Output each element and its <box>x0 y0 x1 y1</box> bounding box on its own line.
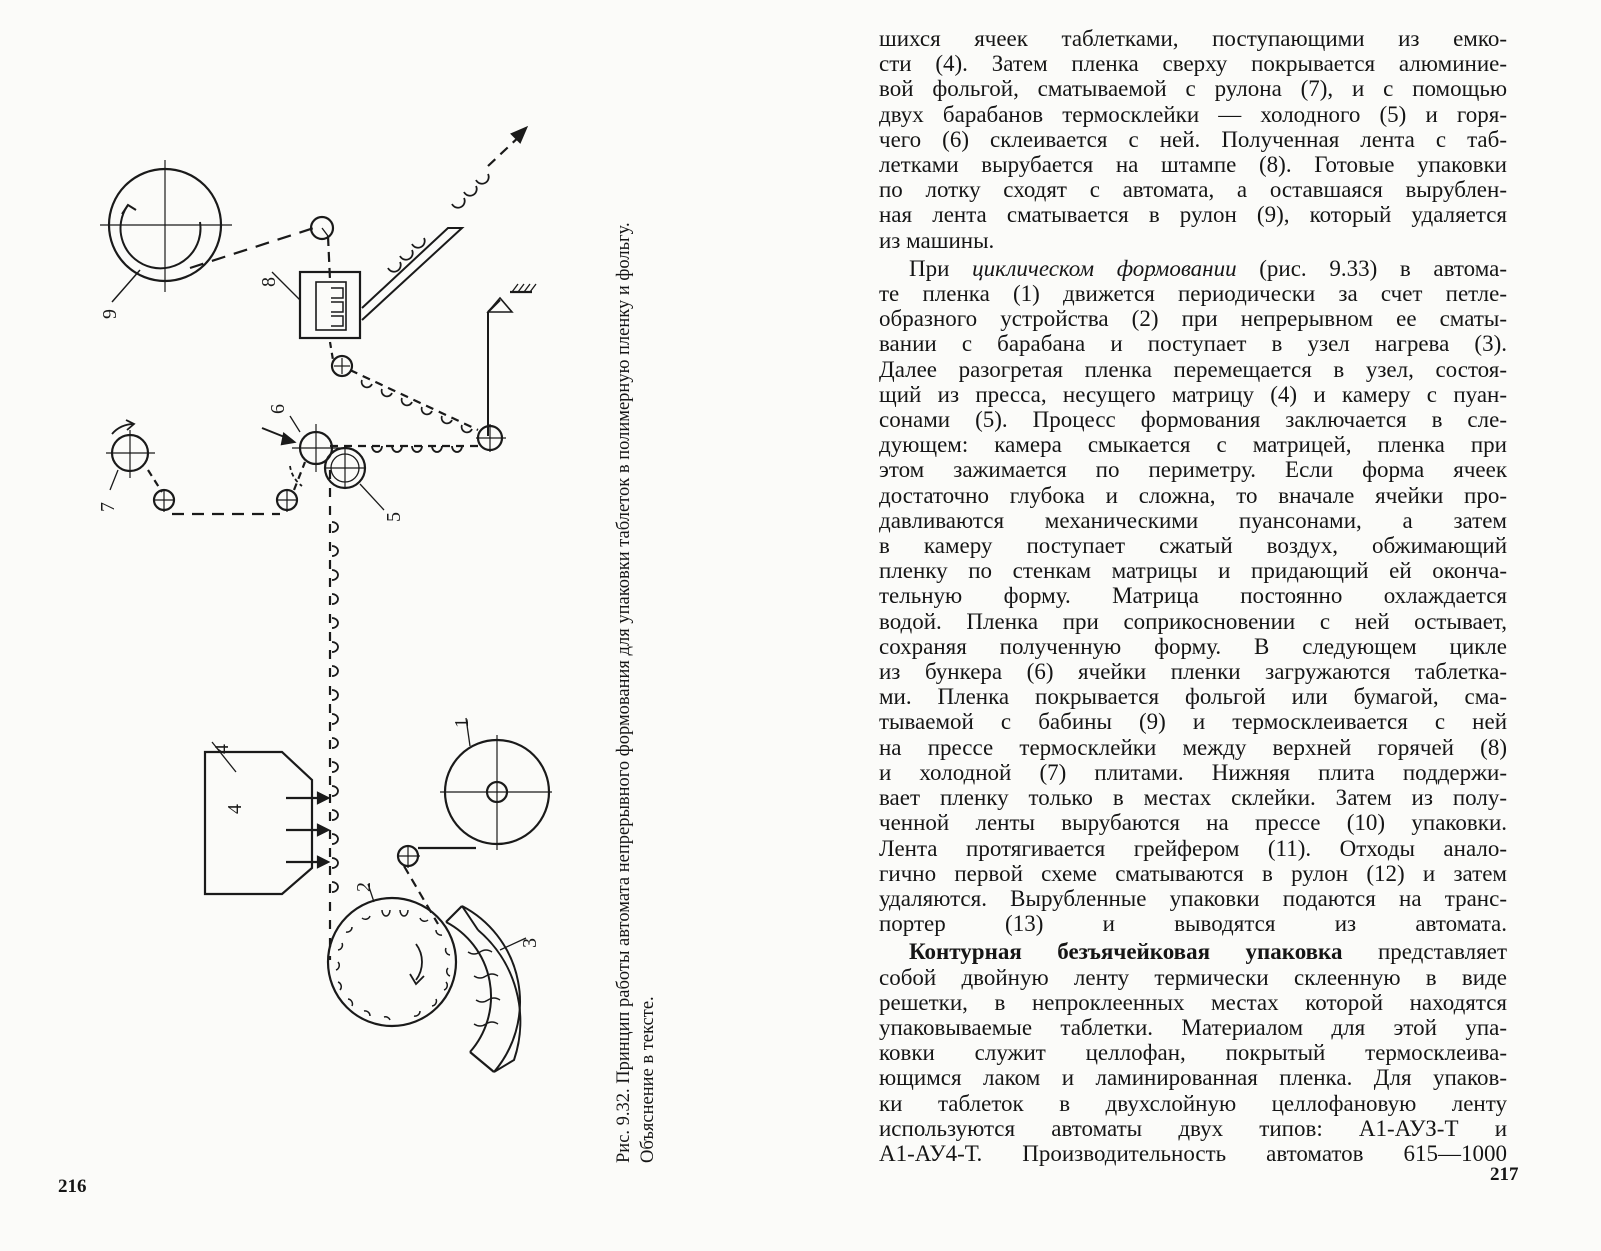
hopper-4 <box>205 742 328 894</box>
figure-caption <box>612 33 660 1163</box>
text-line: сонами (5). Процесс формования заключается в сле- <box>879 407 1507 433</box>
text-line: образного устройства (2) при непрерывном ее сматы- <box>879 306 1507 332</box>
text-line: достаточно глубока и сложна, то вначале ячейки про- <box>879 482 1507 508</box>
text-line <box>879 256 1507 281</box>
label-3: 3 <box>519 938 541 948</box>
text-line: удаляются. Вырубленные упаковки подаются на транс- <box>879 885 1507 911</box>
text-line <box>879 939 1507 964</box>
text-line: ми. Пленка покрывается фольгой или бумагой, сма- <box>879 684 1507 710</box>
caption-line-1: Рис. 9.32. Принцип работы автомата непрерывного формования для упаковки таблеток в полимерную пленку и фольгу. <box>614 222 634 1163</box>
text-line: решетки, в непроклеенных местах которой находятся <box>879 989 1507 1015</box>
italic-term: циклическом формовании <box>972 255 1237 281</box>
label-4: 4 <box>224 804 246 814</box>
drum-6 <box>262 416 340 486</box>
text-line: Далее разогретая пленка перемещается в узел, состоя- <box>879 356 1507 382</box>
label-7: 7 <box>97 502 119 512</box>
text-line: вой фольгой, сматываемой с рулона (7), и с помощью <box>879 76 1507 102</box>
text-line: летками вырубается на штампе (8). Готовые упаковки <box>879 152 1507 178</box>
text-line: щий из пресса, несущего матрицу (4) и камеру с пуан- <box>879 381 1507 407</box>
text-line: двух барабанов термосклейки — холодного (5) и горя- <box>879 101 1507 127</box>
text-line: ковки служит целлофан, покрытый термосклеива- <box>879 1040 1507 1066</box>
drum-5 <box>324 447 384 510</box>
text-line: упаковываемые таблетки. Материалом для этой упа- <box>879 1014 1507 1040</box>
text-line: сти (4). Затем пленка сверху покрывается алюминие- <box>879 51 1507 77</box>
text-line: из бункера (6) ячейки пленки загружаются таблетка- <box>879 659 1507 685</box>
text-line: тываемой с бабины (9) и термосклеивается с ней <box>879 709 1507 735</box>
text-line: дующем: камера смыкается с матрицей, пленка при <box>879 432 1507 458</box>
caption-line-2: Объяснение в тексте. <box>638 996 658 1163</box>
text-span: (рис. 9.33) в автома- <box>1236 255 1507 281</box>
text-line: пленку по стенкам матрицы и придающий ей оконча- <box>879 558 1507 584</box>
paragraph-2 <box>879 256 1507 936</box>
text-span: При <box>909 255 973 281</box>
text-line: и холодной (7) плитами. Нижняя плита поддержи- <box>879 759 1507 785</box>
text-line: на прессе термосклейки между верхней горячей (8) <box>879 734 1507 760</box>
text-line: этом зажимается по периметру. Если форма ячеек <box>879 457 1507 483</box>
text-line: Лента протягивается грейфером (11). Отходы анало- <box>879 835 1507 861</box>
text-line: вании с барабана и поступает в узел нагрева (3). <box>879 331 1507 357</box>
stamp-8 <box>272 272 360 338</box>
body-text <box>879 26 1507 1169</box>
roll-9 <box>100 160 232 302</box>
paragraph-3 <box>879 939 1507 1166</box>
text-line: гично первой схеме сматываются в рулон (12) и затем <box>879 860 1507 886</box>
roll-1 <box>440 718 552 850</box>
bold-term: Контурная безъячейковая упаковка <box>909 939 1343 965</box>
text-line: ченной ленты вырубаются на прессе (10) упаковки. <box>879 810 1507 836</box>
text-line: ющимся лаком и ламинированная пленка. Для упаков- <box>879 1065 1507 1091</box>
text-line: ки таблеток в двухслойную целлофановую ленту <box>879 1090 1507 1116</box>
roll-7 <box>106 420 155 490</box>
label-4-top: 4 <box>211 744 233 754</box>
label-6: 6 <box>267 404 289 414</box>
text-line: портер (13) и выводятся из автомата. <box>879 911 1507 937</box>
text-line: используются автоматы двух типов: А1-АУЗ-Т и <box>879 1115 1507 1141</box>
text-line: вает пленку только в местах склейки. Затем из полу- <box>879 785 1507 811</box>
text-line: тельную форму. Матрица постоянно охлаждается <box>879 583 1507 609</box>
text-line: ная лента сматывается в рулон (9), который удаляется <box>879 202 1507 228</box>
text-line: водой. Пленка при соприкосновении с ней остывает, <box>879 608 1507 634</box>
page-number-right: 217 <box>1490 1164 1519 1185</box>
text-span: представляет <box>1342 939 1507 965</box>
label-9: 9 <box>99 309 121 319</box>
text-line: чего (6) склеивается с ней. Полученная лента с таб- <box>879 126 1507 152</box>
text-line: шихся ячеек таблетками, поступающими из емко- <box>879 26 1507 51</box>
text-line: в камеру поступает сжатый воздух, обжимающий <box>879 533 1507 559</box>
text-line: по лотку сходят с автомата, а оставшаяся вырублен- <box>879 177 1507 203</box>
label-2: 2 <box>353 882 375 892</box>
label-8: 8 <box>258 277 280 287</box>
text-line: А1-АУ4-Т. Производительность автоматов 615—1000 <box>879 1140 1507 1166</box>
text-line: давливаются механическими пуансонами, а затем <box>879 507 1507 533</box>
text-line: сохраняя полученную форму. В следующем цикле <box>879 633 1507 659</box>
page-number-left: 216 <box>58 1176 87 1197</box>
drum-2 <box>328 884 456 1026</box>
text-line: собой двойную ленту термически склеенную в виде <box>879 964 1507 990</box>
paragraph-1 <box>879 26 1507 253</box>
heater-3 <box>446 906 526 1072</box>
text-line: те пленка (1) движется периодически за счет петле- <box>879 281 1507 307</box>
label-5: 5 <box>383 512 405 522</box>
label-1: 1 <box>451 718 473 728</box>
text-line: из машины. <box>879 227 995 253</box>
